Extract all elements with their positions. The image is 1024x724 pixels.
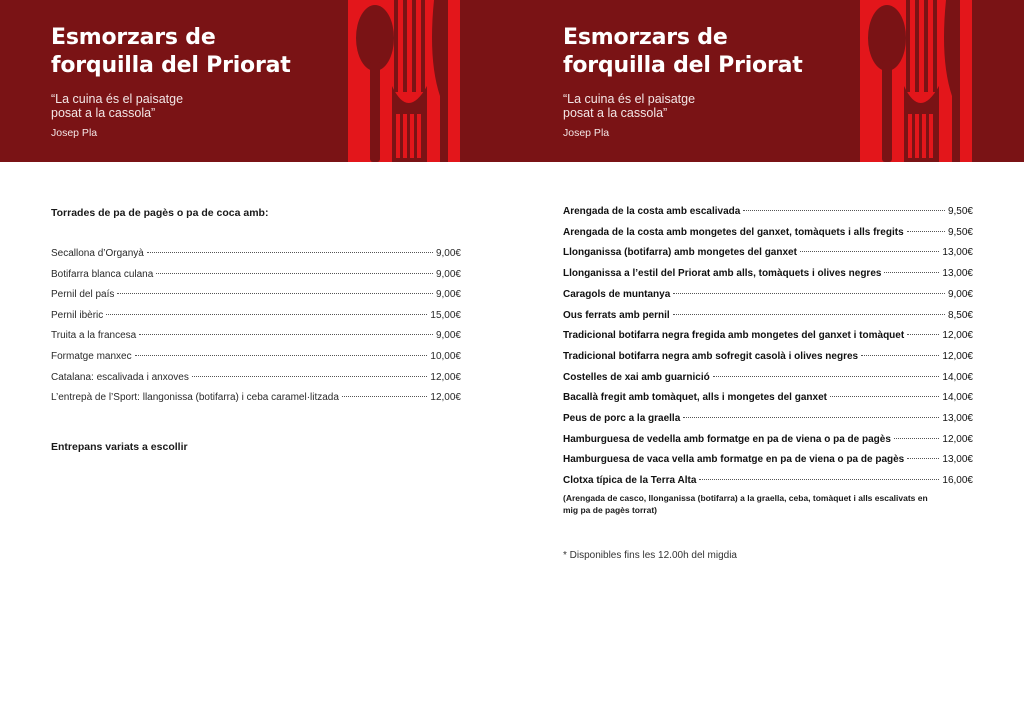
leader-dots <box>192 376 428 377</box>
item-name: Truita a la francesa <box>51 330 137 342</box>
item-price: 13,00€ <box>942 454 973 466</box>
list-item <box>563 330 973 341</box>
leader-dots <box>673 293 945 294</box>
leader-dots <box>342 396 427 397</box>
leader-dots <box>699 479 939 480</box>
list-item <box>51 330 461 341</box>
leader-dots <box>147 252 433 253</box>
item-price: 13,00€ <box>942 247 973 259</box>
item-name: Bacallà fregit amb tomàquet, alls i mongetes del ganxet <box>563 392 827 404</box>
left-quote <box>51 92 183 120</box>
item-name: Tradicional botifarra negra fregida amb mongetes del ganxet i tomàquet <box>563 330 905 342</box>
right-quote <box>563 92 695 120</box>
list-item <box>51 372 461 383</box>
list-item <box>563 268 973 279</box>
item-name: Arengada de la costa amb escalivada <box>563 206 741 217</box>
left-header-banner <box>0 0 512 162</box>
list-item <box>563 372 973 383</box>
item-price: 9,00€ <box>435 330 461 342</box>
availability-footnote: * Disponibles fins les 12.00h del migdia <box>563 550 737 561</box>
item-name: Hamburguesa de vaca vella amb formatge en pa de viena o pa de pagès <box>563 454 905 466</box>
title-line-2: forquilla del Priorat <box>51 53 291 78</box>
item-price: 12,00€ <box>942 350 973 362</box>
leader-dots <box>884 272 939 273</box>
leader-dots <box>800 251 939 252</box>
title-line-2: forquilla del Priorat <box>563 53 803 78</box>
leader-dots <box>713 376 940 377</box>
item-name: Tradicional botifarra negra amb sofregit casolà i olives negres <box>563 350 859 362</box>
clotxa-description: (Arengada de casco, llonganissa (botifarra) a la graella, ceba, tomàquet i alls escalivats en mig pa de pagès torrat) <box>563 493 928 515</box>
right-page-title <box>563 24 803 80</box>
list-item <box>563 351 973 362</box>
leader-dots <box>106 314 427 315</box>
sandwiches-section-title: Entrepans variats a escollir <box>51 441 188 453</box>
list-item <box>563 247 973 258</box>
item-name: Llonganissa a l’estil del Priorat amb alls, tomàquets i olives negres <box>563 268 882 280</box>
left-page-title <box>51 24 291 80</box>
leader-dots <box>907 231 945 232</box>
item-price: 8,50€ <box>947 309 973 321</box>
item-price: 13,00€ <box>942 268 973 280</box>
item-price: 13,00€ <box>942 413 973 424</box>
leader-dots <box>894 438 940 439</box>
item-name: Peus de porc a la graella <box>563 413 681 424</box>
item-price: 14,00€ <box>942 392 973 404</box>
item-name: Botifarra blanca culana <box>51 268 154 280</box>
item-name: Ous ferrats amb pernil <box>563 309 670 321</box>
item-price: 12,00€ <box>942 433 973 445</box>
quote-line-2: posat a la cassola” <box>51 106 156 120</box>
left-quote-author: Josep Pla <box>51 127 98 139</box>
leader-dots <box>683 417 939 418</box>
leader-dots <box>861 355 939 356</box>
cutlery-icon <box>860 0 972 162</box>
list-item <box>563 310 973 321</box>
cutlery-icon <box>348 0 460 162</box>
item-price: 9,00€ <box>435 289 461 301</box>
item-price: 16,00€ <box>942 475 973 487</box>
leader-dots <box>117 293 433 294</box>
leader-dots <box>743 210 945 211</box>
quote-line-1: “La cuina és el paisatge <box>51 92 184 106</box>
leader-dots <box>139 334 433 335</box>
item-name: L’entrepà de l’Sport: llangonissa (botifarra) i ceba caramel·litzada <box>51 392 339 404</box>
item-price: 9,00€ <box>947 288 973 300</box>
item-name: Llonganissa (botifarra) amb mongetes del ganxet <box>563 247 797 259</box>
item-name: Secallona d’Organyà <box>51 248 144 259</box>
item-price: 15,00€ <box>430 309 461 321</box>
item-name: Caragols de muntanya <box>563 288 671 300</box>
item-name: Pernil ibèric <box>51 309 104 321</box>
quote-line-2: posat a la cassola” <box>563 106 668 120</box>
list-item <box>563 413 973 424</box>
leader-dots <box>156 273 433 274</box>
leader-dots <box>907 458 939 459</box>
right-quote-author: Josep Pla <box>563 127 610 139</box>
leader-dots <box>673 314 945 315</box>
item-name: Hamburguesa de vedella amb formatge en pa de viena o pa de pagès <box>563 433 891 445</box>
item-name: Clotxa típica de la Terra Alta <box>563 475 697 487</box>
item-name: Arengada de la costa amb mongetes del ganxet, tomàquets i alls fregits <box>563 226 904 238</box>
item-price: 12,00€ <box>942 330 973 342</box>
list-item <box>51 351 461 362</box>
list-item <box>563 206 973 217</box>
leader-dots <box>830 396 939 397</box>
item-price: 9,50€ <box>947 226 973 238</box>
item-price: 14,00€ <box>942 371 973 383</box>
list-item <box>51 310 461 321</box>
toast-section-title: Torrades de pa de pagès o pa de coca amb: <box>51 207 269 219</box>
leader-dots <box>135 355 428 356</box>
quote-line-1: “La cuina és el paisatge <box>563 92 696 106</box>
item-name: Pernil del país <box>51 289 115 301</box>
item-price: 9,00€ <box>435 248 461 259</box>
leader-dots <box>907 334 939 335</box>
list-item <box>563 392 973 403</box>
item-name: Catalana: escalivada i anxoves <box>51 371 189 383</box>
list-item <box>563 475 973 486</box>
right-header-banner <box>512 0 1024 162</box>
list-item <box>51 248 461 259</box>
list-item <box>51 289 461 300</box>
list-item <box>563 454 973 465</box>
list-item <box>563 227 973 238</box>
list-item <box>51 392 461 403</box>
list-item <box>563 289 973 300</box>
item-name: Costelles de xai amb guarnició <box>563 371 710 383</box>
list-item <box>563 434 973 445</box>
item-price: 12,00€ <box>430 392 461 404</box>
item-price: 9,00€ <box>435 268 461 280</box>
item-name: Formatge manxec <box>51 351 132 362</box>
title-line-1: Esmorzars de <box>563 25 728 50</box>
right-page <box>512 0 1024 724</box>
item-price: 10,00€ <box>430 351 461 362</box>
item-price: 12,00€ <box>430 371 461 383</box>
list-item <box>51 269 461 280</box>
item-price: 9,50€ <box>947 206 973 217</box>
title-line-1: Esmorzars de <box>51 25 216 50</box>
